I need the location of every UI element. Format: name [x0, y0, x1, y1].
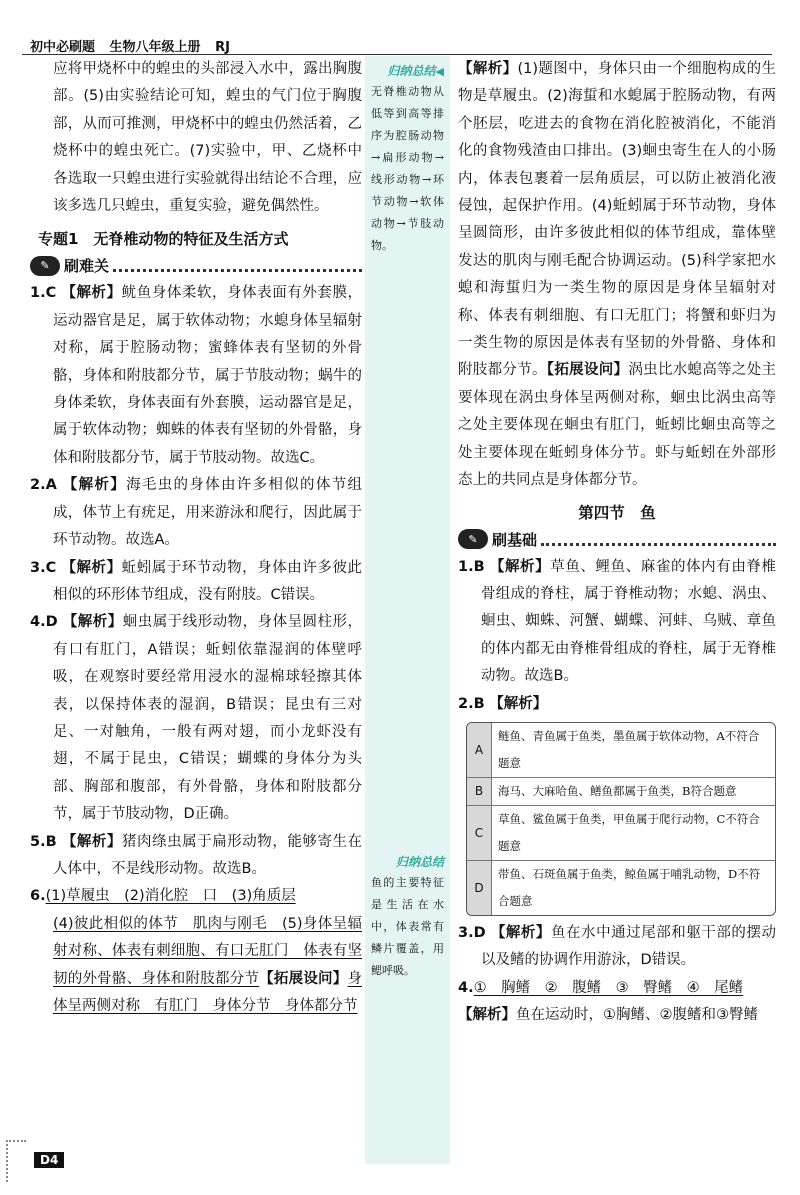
item-number: 5. [30, 833, 46, 850]
item-answer: C [45, 285, 57, 302]
subject-title: 生物八年级上册 [109, 40, 201, 55]
answer-continued [458, 1002, 776, 1029]
item-answer: D [45, 614, 58, 631]
topic-title: 专题1 无脊椎动物的特征及生活方式 [38, 230, 289, 249]
analysis-tag: 【解析】 [489, 558, 551, 575]
option-key: D [467, 861, 492, 915]
table-row [467, 805, 775, 860]
analysis-text: 鱼在水中通过尾部和躯干部的摆动以及鳍的协调作用游泳，D错误。 [481, 924, 777, 969]
answer-item [30, 472, 362, 554]
page-number: D4 [34, 1152, 64, 1168]
dotted-rule [113, 259, 362, 272]
analysis-tag: 【解析】 [61, 285, 122, 302]
option-key: B [467, 778, 492, 805]
answer-item [458, 554, 776, 691]
option-text: 草鱼、鲨鱼属于鱼类，甲鱼属于爬行动物，C不符合题意 [498, 811, 760, 853]
series-title: 初中必刷题 [30, 40, 96, 55]
analysis-text: (1)题图中，身体只由一个细胞构成的生物是草履虫。(2)海蜇和水螅属于腔肠动物，有两个胚层，吃进去的食物在消化腔被消化，不能消化的食物残渣由口排出。(3)蛔虫寄生在人的小肠内，体表包裹着一层角质层，可以防止被消化液侵蚀，起保护作用。(4)蚯蚓属于环节动物，身体呈圆筒形，由许多彼此相似的体节组成，靠体壁发达的肌肉与刚毛配合协调运动。(5)科学家把水螅和海蜇归为一类生物的原因是身体呈辐射对称、体表有刺细胞、有口无肛门；将蟹和虾归为一类生物的原因是体表有坚韧的外骨骼、身体和附肢都分节。 [458, 61, 777, 379]
fill-answer: ① 胸鳍 ② 腹鳍 ③ 臀鳍 ④ 尾鳍 [473, 979, 744, 996]
section-badge-hard [30, 255, 362, 276]
note-title [365, 56, 450, 81]
analysis-tag: 【解析】 [62, 477, 127, 494]
item-answer: D [473, 924, 486, 941]
item-number: 1. [458, 558, 474, 575]
item-number: 4. [30, 614, 46, 631]
analysis-tag: 【解析】 [489, 695, 548, 712]
note-body: 鱼的主要特征是生活在水中，体表常有鳞片覆盖，用鳃呼吸。 [371, 876, 444, 977]
analysis-tag: 【解析】 [62, 614, 123, 631]
answer-item [30, 829, 362, 884]
analysis-text: 海毛虫的身体由许多相似的体节组成，体节上有疣足，用来游泳和爬行，因此属于环节动物。故选A。 [53, 477, 363, 549]
fill-answer: (4)彼此相似的体节 肌肉与刚毛 (5)身体呈辐射对称、体表有刺细胞、有口无肛门 体表有坚韧的外骨骼、身体和附肢都分节 [53, 915, 362, 987]
extension-tag: 【拓展设问】 [546, 362, 629, 379]
brush-icon: ✎ [30, 256, 60, 276]
analysis-text: 鱿鱼身体柔软，身体表面有外套膜，运动器官是足，属于软体动物；水螅身体呈辐射对称，属于腔肠动物；蜜蜂体表有坚韧的外骨骼，身体和附肢都分节，属于节肢动物；蜗牛的身体柔软，身体表面有外套膜，运动器官是足，属于软体动物；蜘蛛的体表有坚韧的外骨骼，身体和附肢都分节，属于节肢动物。故选C。 [53, 285, 363, 466]
header-divider [22, 54, 772, 55]
left-column [30, 56, 362, 1020]
page-header [30, 36, 240, 55]
answer-item [30, 883, 362, 910]
table-row [467, 777, 775, 805]
answer-item [30, 555, 362, 610]
corner-decoration [6, 1140, 26, 1182]
answer-item [458, 975, 776, 1002]
analysis-tag: 【解析】 [490, 924, 551, 941]
answer-item [30, 609, 362, 828]
answer-continued [458, 56, 776, 495]
fill-answer: (1)草履虫 (2)消化腔 口 (3)角质层 [45, 888, 296, 905]
notes-column [365, 56, 450, 1164]
table-row [467, 723, 775, 777]
item-answer: B [473, 695, 485, 712]
item-number: 2. [458, 695, 474, 712]
analysis-tag: 【解析】 [61, 559, 122, 576]
brush-icon: ✎ [458, 529, 488, 549]
analysis-tag: 【解析】 [458, 1007, 516, 1024]
section-badge-basic [458, 529, 776, 550]
answer-item [30, 280, 362, 472]
analysis-text: 草鱼、鲤鱼、麻雀的体内有由脊椎骨组成的脊柱，属于脊椎动物；水螅、涡虫、蛔虫、蜘蛛、河蟹、蝴蝶、河蚌、乌贼、章鱼的体内都无由脊椎骨组成的脊柱，属于无脊椎动物。故选B。 [481, 558, 777, 685]
section-title: 第四节 鱼 [578, 503, 656, 522]
option-text: 带鱼、石斑鱼属于鱼类，鲸鱼属于哺乳动物，D不符合题意 [498, 866, 761, 908]
option-key: A [467, 723, 492, 777]
item-answer: C [45, 559, 57, 576]
note-body: 无脊椎动物从低等到高等排序为腔肠动物→扁形动物→线形动物→环节动物→软体动物→节肢动物。 [371, 85, 444, 252]
item-number: 3. [458, 924, 474, 941]
note-title: 归纳总结 [395, 855, 444, 869]
right-column [458, 56, 776, 1030]
item-answer: A [45, 477, 57, 494]
arrow-left-icon: ◀ [435, 65, 444, 78]
item-number: 1. [30, 285, 46, 302]
analysis-text: 蚯蚓属于环节动物，身体由许多彼此相似的环形体节组成，没有附肢。C错误。 [53, 559, 363, 603]
badge-label: 刷基础 [488, 529, 541, 550]
continued-answer: 应将甲烧杯中的蝗虫的头部浸入水中，露出胸腹部。(5)由实验结论可知，蝗虫的气门位于胸腹部，从而可推测，甲烧杯中的蝗虫仍然活着，乙烧杯中的蝗虫死亡。(7)实验中，甲、乙烧杯中各选取一只蝗虫进行实验就得出结论不合理，应该多选几只蝗虫，重复实验，避免偶然性。 [53, 61, 362, 215]
answer-item [458, 920, 776, 975]
badge-label: 刷难关 [60, 255, 113, 276]
fill-answer: 身体呈两侧对称 有肛门 身体分节 身体都分节 [53, 970, 363, 1014]
extension-text: 涡虫比水螅高等之处主要体现在涡虫身体呈两侧对称，蛔虫比涡虫高等之处主要体现在蛔虫有肛门，蚯蚓比蛔虫高等之处主要体现在蚯蚓身体分节。虾与蚯蚓在外部形态上的共同点是身体都分节。 [458, 362, 777, 489]
item-number: 3. [30, 559, 46, 576]
item-number: 4. [458, 979, 474, 996]
note-title-text: 归纳总结 [387, 64, 436, 78]
option-text: 鲢鱼、青鱼属于鱼类，墨鱼属于软体动物，A不符合题意 [498, 728, 760, 770]
spacer [365, 257, 450, 847]
analysis-text: 蛔虫属于线形动物，身体呈圆柱形，有口有肛门，A错误；蚯蚓依靠湿润的体壁呼吸，在观察时要经常用浸水的湿棉球轻擦其体表，以保持体表的湿润，B错误；昆虫有三对足、一对触角，一般有两对翅，而小龙虾没有翅，不属于昆虫，C错误；蝴蝶的身体分为头部、胸部和腹部，有外骨骼，身体和附肢都分节，属于节肢动物，D正确。 [53, 614, 363, 823]
item-answer: B [45, 833, 57, 850]
answer-item [458, 691, 776, 718]
item-number: 2. [30, 477, 46, 494]
option-key: C [467, 806, 492, 860]
analysis-text: 鱼在运动时，①胸鳍、②腹鳍和③臀鳍 [516, 1007, 758, 1024]
table-row [467, 860, 775, 915]
options-table [466, 722, 776, 916]
item-number: 6. [30, 888, 46, 905]
answer-continued [30, 911, 362, 1021]
analysis-text: 猪肉绦虫属于扁形动物，能够寄生在人体中，不是线形动物。故选B。 [53, 833, 363, 877]
analysis-tag: 【解析】 [458, 61, 518, 77]
item-answer: B [473, 558, 485, 575]
extension-tag: 【拓展设问】 [259, 970, 348, 987]
edition-label: RJ [215, 40, 230, 55]
option-text: 海马、大麻哈鱼、鳝鱼都属于鱼类，B符合题意 [498, 783, 737, 798]
dotted-rule [541, 533, 776, 546]
analysis-tag: 【解析】 [61, 833, 122, 850]
